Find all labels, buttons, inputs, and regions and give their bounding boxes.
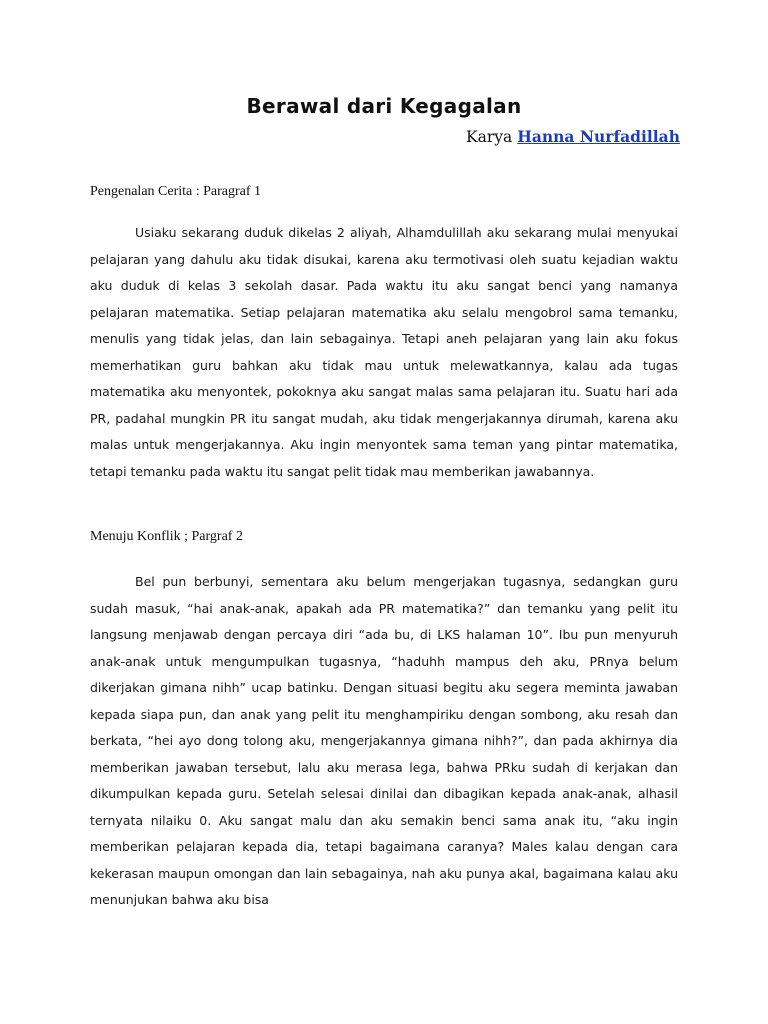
section-heading-1: Pengenalan Cerita : Paragraf 1 [90, 184, 262, 199]
paragraph-2: Bel pun berbunyi, sementara aku belum mengerjakan tugasnya, sedangkan guru sudah masuk, “hai anak-anak, apakah ada PR matematika?” dan temanku yang pelit itu langsung menjawab dengan percaya diri “ada bu, di LKS halaman 10”. Ibu pun menyuruh anak-anak untuk mengumpulkan tugasnya, “haduhh mampus deh aku, PRnya belum dikerjakan gimana nihh” ucap batinku. Dengan situasi begitu aku segera meminta jawaban kepada siapa pun, dan anak yang pelit itu menghampiriku dengan sombong, aku resah dan berkata, “hei ayo dong tolong aku, mengerjakannya gimana nihh?”, dan pada akhirnya dia memberikan jawaban tersebut, lalu aku merasa lega, bahwa PRku sudah di kerjakan dan dikumpulkan kepada guru. Setelah selesai dinilai dan dibagikan kepada anak-anak, alhasil ternyata nilaiku 0. Aku sangat malu dan aku semakin benci sama anak itu, “aku ingin memberikan pelajaran kepada dia, tetapi bagaimana caranya? Males kalau dengan cara kekerasan maupun omongan dan lain sebagainya, nah aku punya akal, bagaimana kalau aku menunjukan bahwa aku bisa [90, 574, 678, 907]
document-title: Berawal dari Kegagalan [246, 94, 522, 118]
author-prefix: Karya [466, 128, 518, 146]
author-line [466, 127, 680, 146]
paragraph-1: Usiaku sekarang duduk dikelas 2 aliyah, Alhamdulillah aku sekarang mulai menyukai pelajaran yang dahulu aku tidak disukai, karena aku termotivasi oleh suatu kejadian waktu aku duduk di kelas 3 sekolah dasar. Pada waktu itu aku sangat benci yang namanya pelajaran matematika. Setiap pelajaran matematika aku selalu mengobrol sama temanku, menulis yang tidak jelas, dan lain sebagainya. Tetapi aneh pelajaran yang lain aku fokus memerhatikan guru bahkan aku tidak mau untuk melewatkannya, kalau ada tugas matematika aku menyontek, pokoknya aku sangat malas sama pelajaran itu. Suatu hari ada PR, padahal mungkin PR itu sangat mudah, aku tidak mengerjakannya dirumah, karena aku malas untuk mengerjakannya. Aku ingin menyontek sama teman yang pintar matematika, tetapi temanku pada waktu itu sangat pelit tidak mau memberikan jawabannya. [90, 225, 678, 479]
author-link[interactable]: Hanna Nurfadillah [517, 127, 680, 146]
section-heading-2: Menuju Konflik ; Pargraf 2 [90, 529, 243, 544]
